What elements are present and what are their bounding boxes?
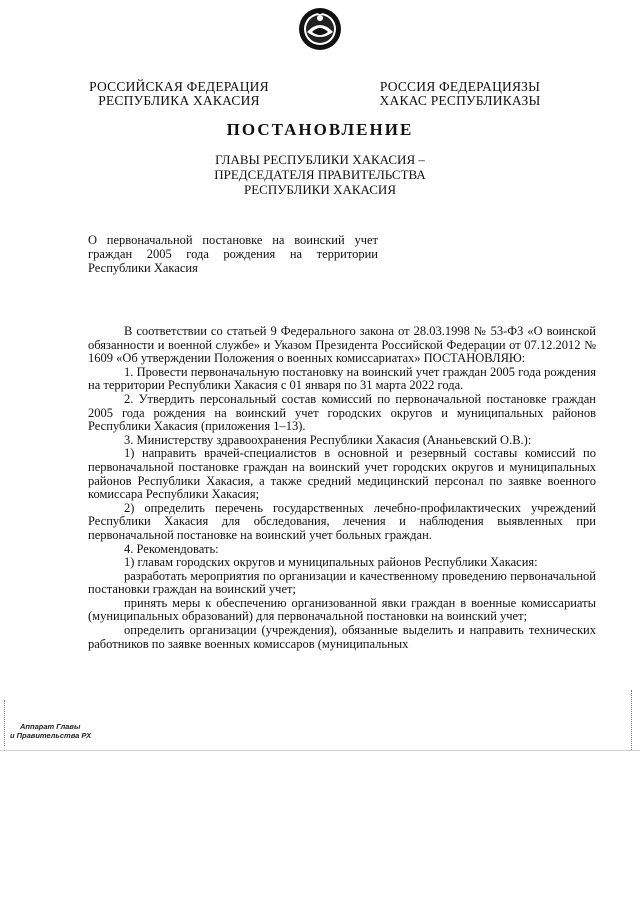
paragraph-1: 1. Провести первоначальную постановку на воинский учет граждан 2005 года рождения на территории Республики Хакасия с 01 января по 31 марта 2022 года. <box>88 364 596 393</box>
paragraph-4-1-b: принять меры к обеспечению организованной явки граждан в военные комиссариаты (муниципальных образований) для первоначальной постановки на воинский учет; <box>88 595 596 624</box>
paragraph-3: 3. Министерству здравоохранения Республики Хакасия (Ананьевский О.В.): <box>124 432 532 447</box>
subtitle-line2: ПРЕДСЕДАТЕЛЯ ПРАВИТЕЛЬСТВА <box>214 167 426 182</box>
paragraph-4-1: 1) главам городских округов и муниципальных районов Республики Хакасия: <box>124 555 538 570</box>
paragraph-4: 4. Рекомендовать: <box>124 541 219 556</box>
subtitle-line3: РЕСПУБЛИКИ ХАКАСИЯ <box>243 182 396 197</box>
header-left <box>84 80 274 108</box>
header-left-line1: РОССИЙСКАЯ ФЕДЕРАЦИЯ <box>89 79 269 94</box>
coat-of-arms-icon <box>297 6 343 52</box>
paragraph-2: 2. Утвердить персональный состав комиссий по первоначальной постановке граждан 2005 года рождения на воинский учет городских округов и муниципальных районов Республики Хакасия (приложения 1–13). <box>88 391 596 434</box>
office-stamp <box>10 722 110 740</box>
document-title: ПОСТАНОВЛЕНИЕ <box>226 120 414 139</box>
document-subject: О первоначальной постановке на воинский учет граждан 2005 года рождения на территории Республики Хакасия <box>88 233 378 275</box>
scan-edge-right <box>631 690 634 750</box>
scan-bottom-edge <box>0 750 640 751</box>
paragraph-3-1: 1) направить врачей-специалистов в основной и резервный составы комиссий по первоначальной постановке граждан на воинский учет городских округов и муниципальных районов Республики Хакасия, а также средний медицинский персонал по заявке военного комиссара Республики Хакасия; <box>88 446 596 502</box>
document-body <box>88 325 596 651</box>
stamp-line2: и Правительства РХ <box>10 731 92 740</box>
paragraph-4-1-c: определить организации (учреждения), обязанные выделить и направить технических работников по заявке военных комиссаров (муниципальных <box>88 623 596 651</box>
header-right-line1: РОССИЯ ФЕДЕРАЦИЯЗЫ <box>379 79 541 94</box>
paragraph-3-2: 2) определить перечень государственных лечебно-профилактических учреждений Республики Хакасия для обследования, лечения и наблюдения выявленных при первоначальной постановке на воинский учет больных граждан. <box>88 500 596 542</box>
paragraph-preamble: В соответствии со статьей 9 Федерального закона от 28.03.1998 № 53-ФЗ «О воинской обязанности и военной службе» и Указом Президента Российской Федерации от 07.12.2012 № 1609 «Об утверждении Положения о военных комиссариатах» ПОСТАНОВЛЯЮ: <box>88 324 596 366</box>
subtitle-line1: ГЛАВЫ РЕСПУБЛИКИ ХАКАСИЯ – <box>215 152 425 167</box>
paragraph-4-1-a: разработать мероприятия по организации и качественному проведению первоначальной постановки граждан на воинский учет; <box>88 568 596 597</box>
scan-edge-left <box>4 700 7 746</box>
document-subtitle <box>180 152 460 197</box>
header-right-line2: ХАКАС РЕСПУБЛИКАЗЫ <box>379 93 541 108</box>
stamp-line1: Аппарат Главы <box>20 722 81 731</box>
header-right <box>370 80 550 108</box>
header-left-line2: РЕСПУБЛИКА ХАКАСИЯ <box>98 93 260 108</box>
